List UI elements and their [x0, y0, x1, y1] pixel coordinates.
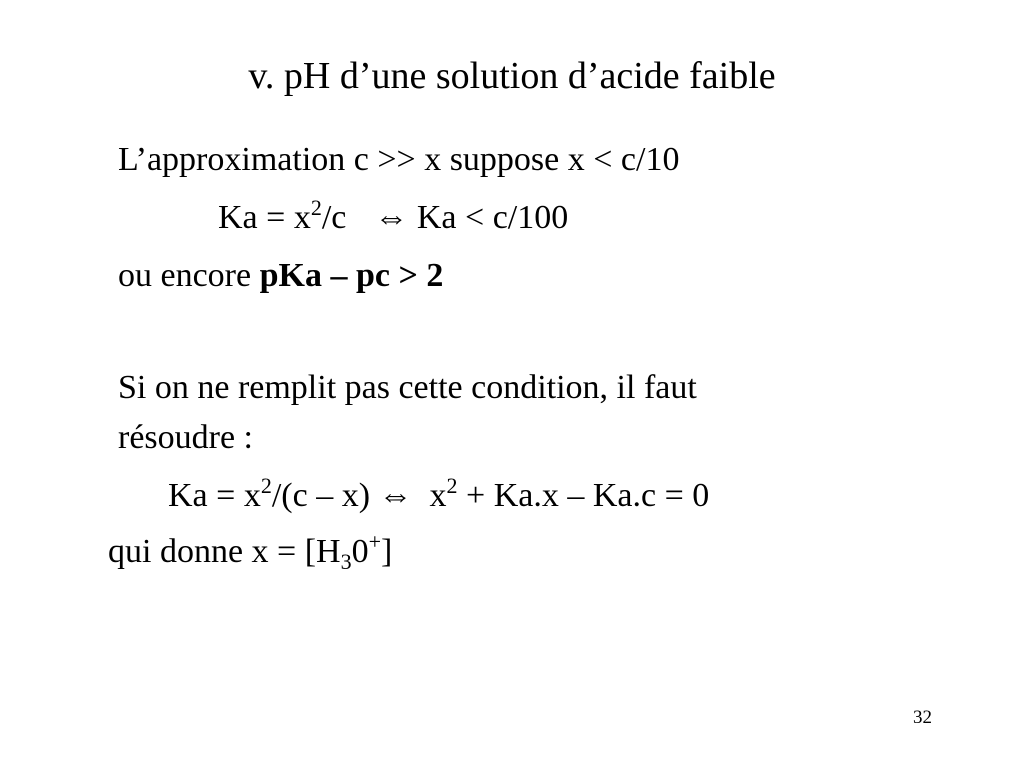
result-prefix: qui donne x = [H	[108, 533, 341, 570]
hydronium-charge: +	[368, 529, 382, 554]
equivalence-symbol: ⇔	[378, 477, 413, 514]
condition-text-line1: Si on ne remplit pas cette condition, il faut	[118, 369, 697, 406]
result-line	[108, 529, 393, 574]
result-suffix: ]	[381, 533, 393, 570]
approximation-line: L’approximation c >> x suppose x < c/10	[118, 141, 680, 178]
eq1-exponent: 2	[310, 195, 322, 220]
condition-text-line2: résoudre :	[118, 419, 254, 456]
eq2-rhs: + Ka.x – Ka.c = 0	[457, 477, 710, 514]
slide-title: v. pH d’une solution d’acide faible	[248, 55, 776, 97]
hydronium-o: 0	[351, 533, 369, 570]
hydronium-subscript: 3	[340, 549, 352, 574]
eq1-denominator: /c	[321, 199, 347, 236]
eq2-denominator: /(c – x)	[271, 477, 379, 514]
pka-condition: pKa – pc > 2	[259, 257, 444, 294]
eq2-x: x	[412, 477, 447, 514]
eq1-lhs: Ka = x	[218, 199, 311, 236]
eq2-exponent-1: 2	[260, 473, 272, 498]
eq2-lhs: Ka = x	[168, 477, 261, 514]
equation-ka-simplified	[218, 195, 569, 238]
eq1-condition: Ka < c/100	[408, 199, 569, 236]
equation-quadratic	[168, 473, 710, 516]
eq2-exponent-2: 2	[446, 473, 458, 498]
page-number: 32	[913, 707, 932, 728]
equivalence-symbol: ⇔	[374, 199, 409, 236]
pka-condition-line	[118, 256, 443, 296]
pka-prefix: ou encore	[118, 257, 260, 294]
